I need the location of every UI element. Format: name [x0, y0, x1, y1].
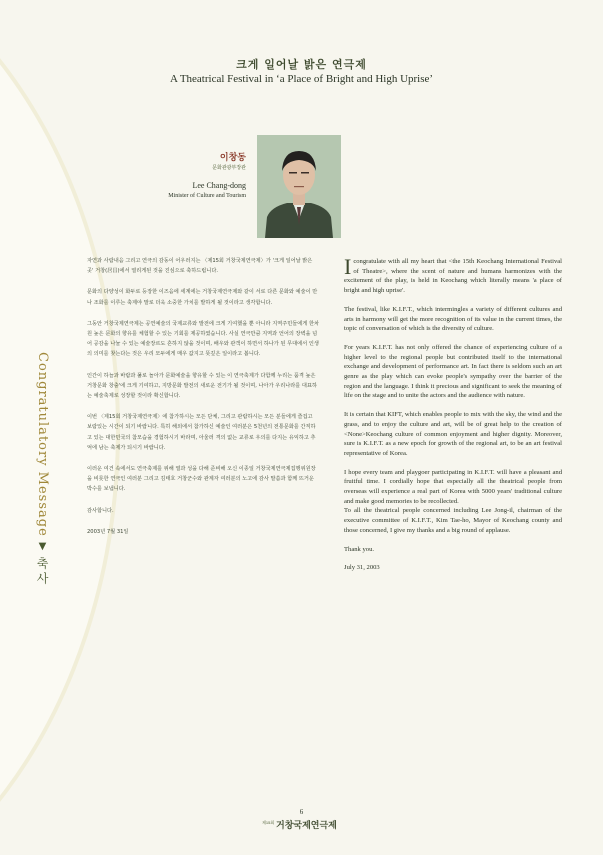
english-paragraph: The festival, like K.I.F.T., which intermingles a variety of different cultures and arts in harmony will get the more recognition of its value in the current times, the topic of conversation of which is the diversity of culture. — [344, 305, 562, 333]
author-role-korean: 문화관광부장관 — [212, 165, 246, 171]
side-label-korean: 축사 — [35, 556, 49, 587]
korean-paragraph: 문화의 다양성이 화두로 등장한 이즈음에 세계에는 거창국제연극제와 같이 서로 다른 문화와 예술이 만나 조화를 이루는 축제야 말로 더욱 소중한 가치를 발하게 될 것이라고 생각합니다. — [87, 289, 318, 306]
logo-text: 거창국제연극제 — [276, 821, 337, 831]
english-closing: Thank you. — [344, 545, 375, 553]
korean-paragraph: 이번 〈제15회 거창국제연극제〉에 참가하시는 모든 단체, 그리고 관람하시는 모든 분들에게 즐겁고 보람있는 시간이 되기 바랍니다. 특히 해외에서 참가하신 예술인 여러분은 5천년의 전통문화를 간직하고 있는 대한민국의 참모습을 경험하시기 바라며, 아울러 격의 없는 교류로 우의를 다지는 유익하고 추억에 남는 축제가 되시기 바랍니다. — [87, 414, 316, 451]
portrait-illustration — [257, 135, 341, 238]
author-role-english: Minister of Culture and Tourism — [168, 193, 246, 199]
author-name-english: Lee Chang-dong — [192, 181, 246, 190]
english-paragraph: It is certain that KIFT, which enables people to mix with the sky, the wind and the grass, and to enjoy the culture and art, will be of great help to the creation of <None>Keochang culture of common enjoyment and higher dignity. Moreover, sure is K.I.F.T. as a new epoch for growth of the regional art, to be an art festival representative of Korea. — [344, 411, 562, 457]
korean-text-column — [87, 256, 319, 548]
triangle-arrow-icon: ▼ — [37, 540, 48, 553]
author-portrait — [257, 135, 341, 238]
festival-logo — [262, 818, 342, 832]
english-paragraph-text: congratulate with all my heart that <the 15th Keochang International Festival of Theatre>, where the scent of nature and humans harmonizes with the excitement of the play, is held in Keochang which literally means 'a place of bright and high uprise'. — [344, 258, 562, 295]
korean-closing: 감사합니다. — [87, 507, 114, 514]
page-title-english: A Theatrical Festival in ‘a Place of Bright and High Uprise’ — [169, 73, 434, 85]
english-paragraph: I hope every team and playgoer participating in K.I.F.T. will have a pleasant and fruitful time. I cordially hope that especially all the theatrical people from overseas will experience a real part of Korea with 5000 years' traditional culture and make good memories to be recollected. — [344, 468, 562, 505]
korean-paragraph: 그동안 거창국제연극제는 공연예술의 국제교류와 발전에 크게 기여했을 뿐 아니라 지역주민들에게 한차원 높은 문화의 향유를 체험할 수 있는 기회를 제공하였습니다. 사실 연극만큼 지역과 언어의 장벽을 넘어 공감을 나눌 수 있는 예술장르도 흔하지 않을 것이며, 배우와 관객이 하면서 하나가 된 무대에서 인생의 의미를 찾는다는 것은 우리 모두에게 매우 값지고 뜻깊은 일이라고 봅니다. — [87, 320, 319, 358]
korean-paragraph: 이러운 여건 속에서도 연극축제를 위해 열과 성을 다해 준비해 오신 이종일 거창국제연극제집행위원장을 비롯한 연극인 여러분 그리고 김태호 거창군수와 관계자 여러분의 노고에 감사 말씀과 함께 뜨거운 박수를 보냅니다. — [87, 466, 316, 493]
korean-paragraph: 인간이 하늘과 바람과 풀로 놀아가 문화예술을 향유할 수 있는 이 연극축제가 다함께 누리는 품격 높은 거창문화 창출'에 크게 기여하고, 지방문화 발전의 새로운 전기가 될 것이며, 나아가 우리나라를 대표하는 예술축제로 성장할 것이라 확신합니다. — [87, 372, 317, 400]
author-name-korean: 이창동 — [219, 153, 246, 163]
side-label-english: Congratulatory Message — [35, 352, 50, 537]
english-paragraph: To all the theatrical people concerned including Lee Jong-il, chairman of the executive committee of K.I.F.T., Kim Tae-ho, Mayor of Keochang county and those concerned, I give my thanks and a big round of applause. — [344, 507, 562, 534]
korean-date: 2003년 7월 31일 — [87, 528, 129, 535]
korean-paragraph: 자연과 사람내음 그리고 연극의 감동이 어우러지는 〈제15회 거창국제연극제〉가 '크게 일어날 밝은 곳' 거창(居昌)에서 열리게된 것을 진심으로 축하드립니다. — [87, 258, 313, 275]
english-paragraph — [344, 254, 562, 296]
page-title-korean: 크게 일어날 밝은 연극제 — [236, 58, 367, 71]
logo-edition: 제15회 — [262, 820, 275, 825]
page-number: 6 — [299, 808, 304, 816]
english-paragraph: For years K.I.F.T. has not only offered the chance of experiencing culture of a higher level to the regional people but contributed itself to the international exchange and development of performance art. In fact there is seldom such an art genre as the play which can evoke people's sympathy over the barrier of the region and the language. I think it precious and significant to seek the meaning of life on the stage and to unite the actors and the audience with nature. — [344, 343, 562, 400]
drop-cap: I — [344, 254, 352, 279]
english-text-column — [344, 254, 562, 582]
english-date: July 31, 2003 — [344, 564, 380, 572]
side-section-label — [34, 352, 51, 587]
